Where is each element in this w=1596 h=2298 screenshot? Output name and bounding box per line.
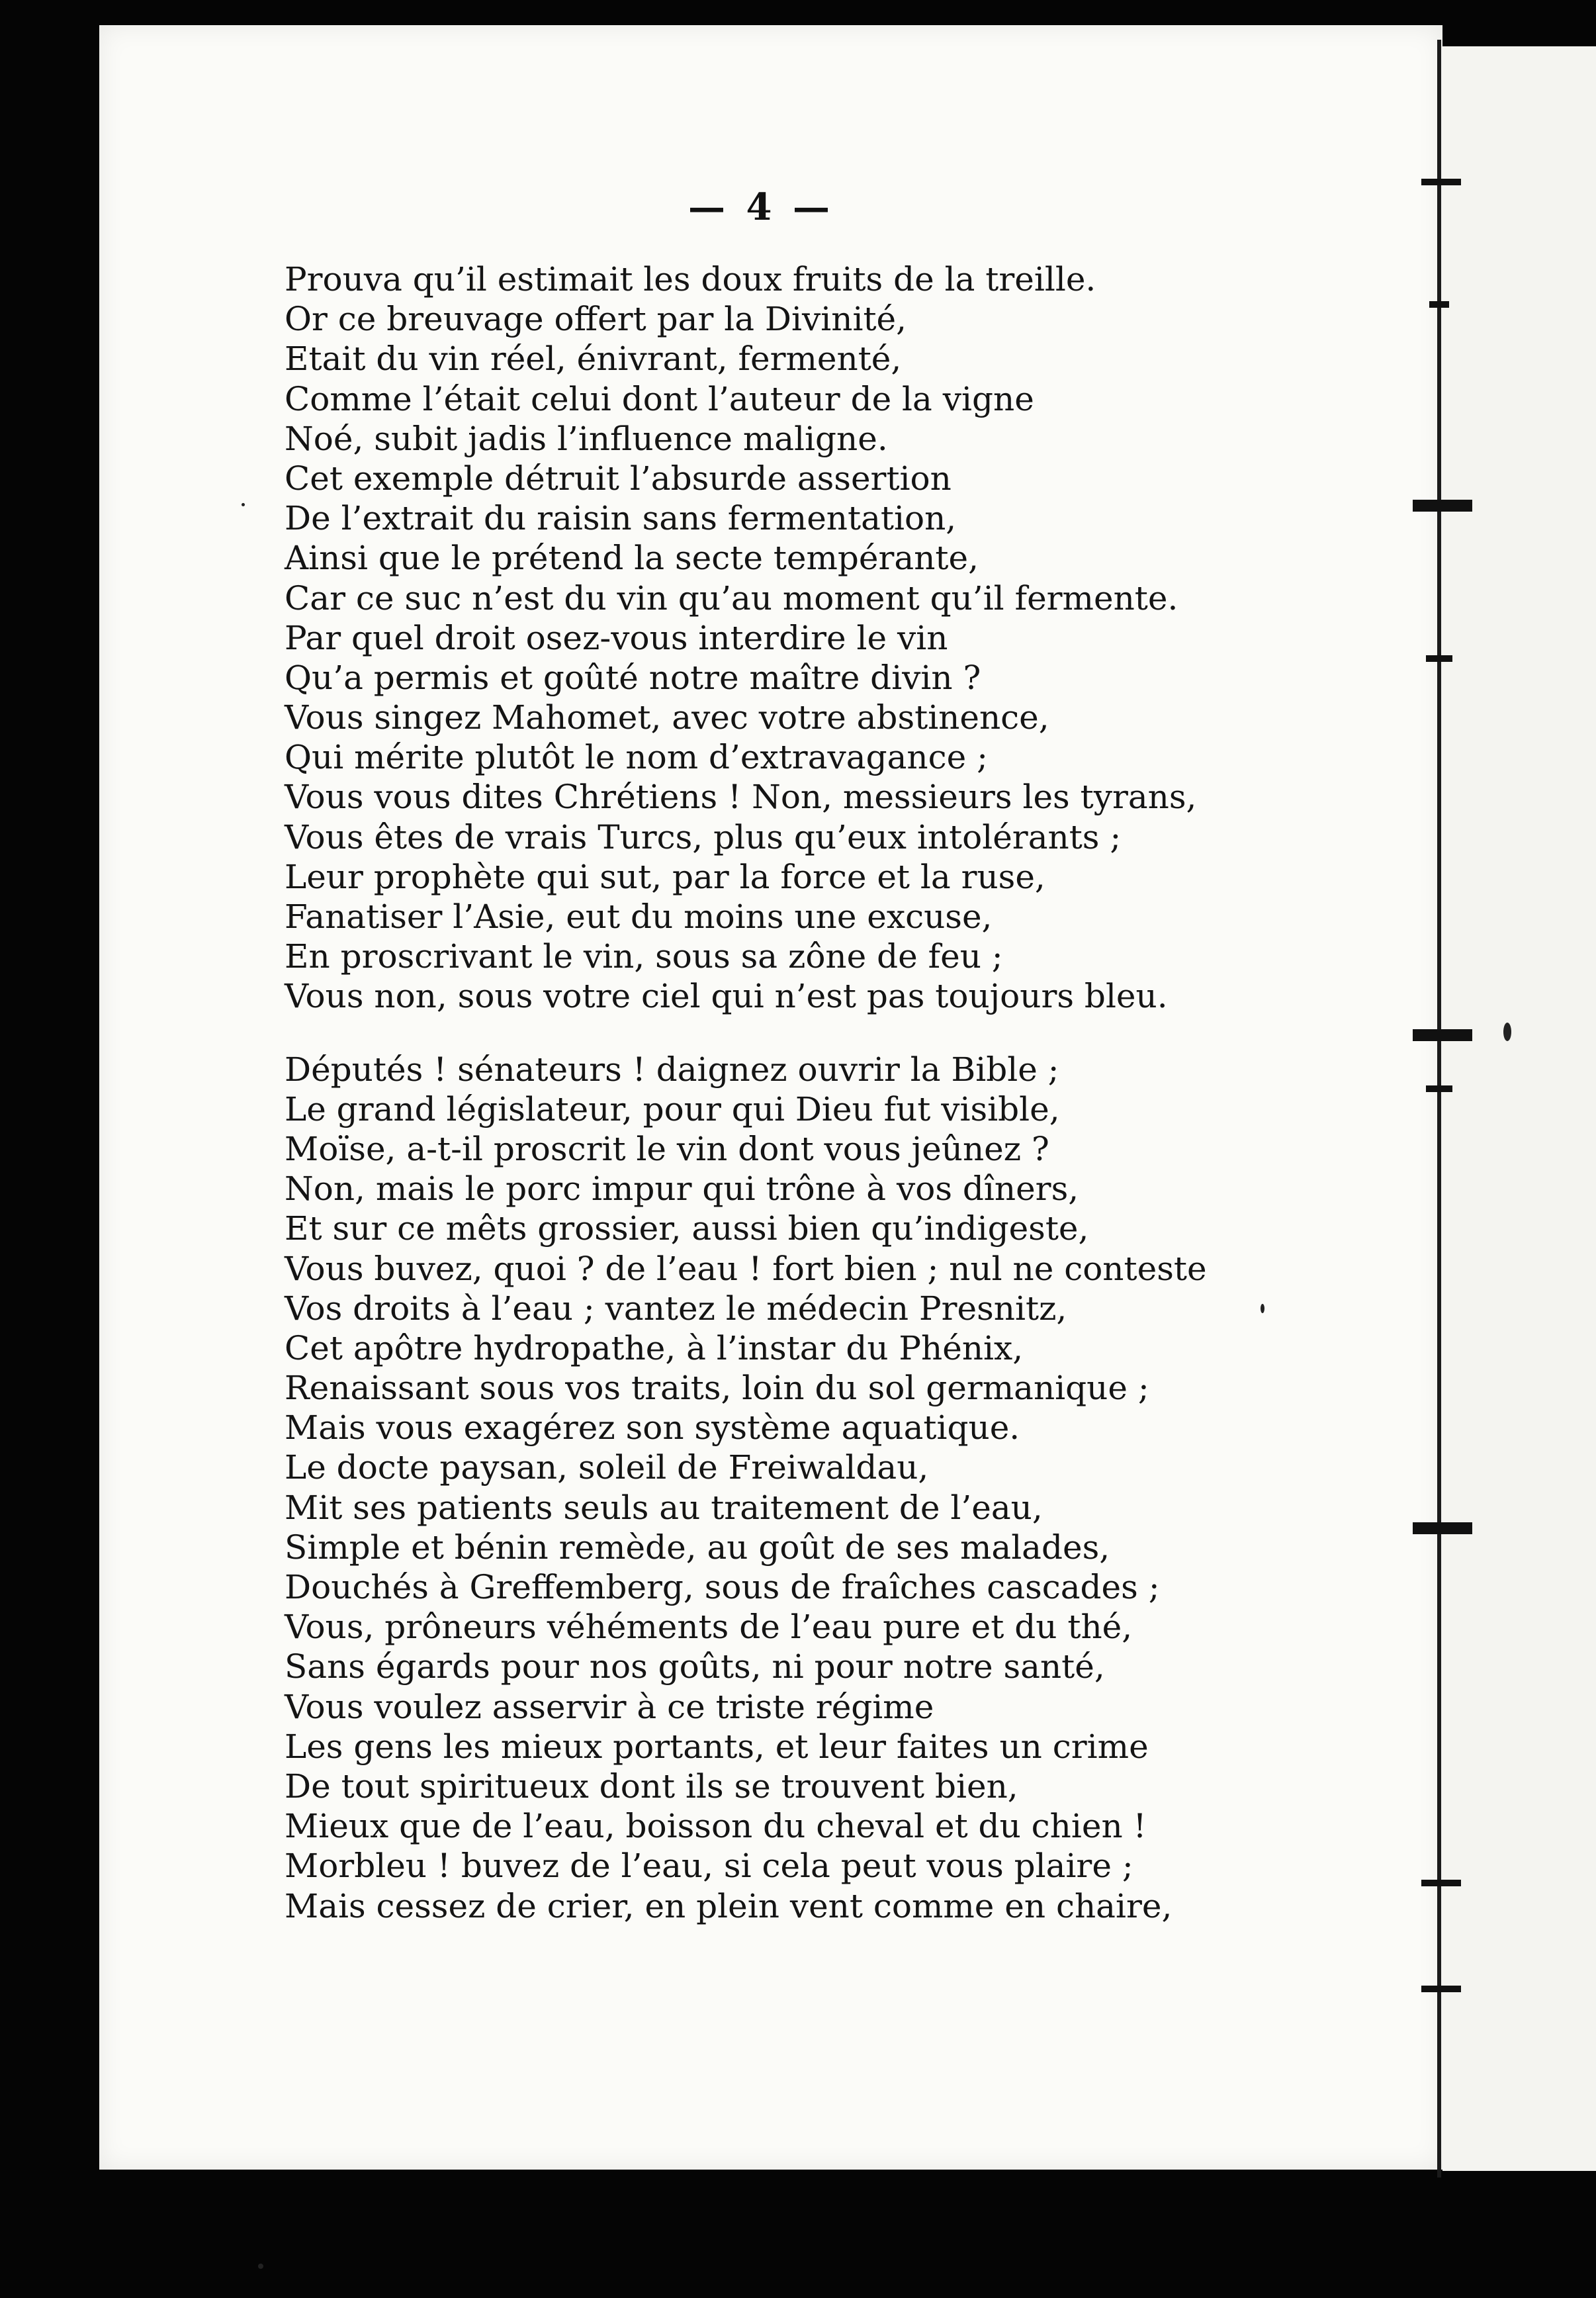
verse-line: Car ce suc n’est du vin qu’au moment qu’il fermente. [285, 578, 1178, 618]
verse-line: Vous buvez, quoi ? de l’eau ! fort bien ; nul ne conteste [285, 1249, 1207, 1288]
verse-line: Vous non, sous votre ciel qui n’est pas toujours bleu. [285, 977, 1168, 1016]
verse-line: Cet exemple détruit l’absurde assertion [285, 459, 952, 498]
verse-line: Or ce breuvage offert par la Divinité, [285, 300, 907, 339]
verse-line: Le grand législateur, pour qui Dieu fut visible, [285, 1089, 1060, 1128]
fold-mark [1421, 1986, 1461, 1992]
verse-line: De l’extrait du raisin sans fermentation, [285, 499, 957, 538]
verse-line: Cet apôtre hydropathe, à l’instar du Phénix, [285, 1328, 1024, 1367]
page-fold-line [1437, 40, 1441, 2178]
verse-line: De tout spiritueux dont ils se trouvent bien, [285, 1767, 1018, 1806]
verse-line: Vous singez Mahomet, avec votre abstinence, [285, 698, 1049, 737]
facing-page-edge [1442, 46, 1596, 2171]
poem-text [285, 259, 1436, 1926]
verse-line: Qu’a permis et goûté notre maître divin ? [285, 658, 981, 697]
verse-line: Morbleu ! buvez de l’eau, si cela peut vous plaire ; [285, 1847, 1133, 1886]
verse-line: Sans égards pour nos goûts, ni pour notre santé, [285, 1647, 1105, 1686]
verse-line: Ainsi que le prétend la secte tempérante, [285, 539, 979, 578]
ink-speck [258, 2264, 263, 2269]
verse-line: En proscrivant le vin, sous sa zône de feu ; [285, 937, 1003, 976]
verse-line: Mais cessez de crier, en plein vent comme en chaire, [285, 1886, 1173, 1925]
verse-line: Noé, subit jadis l’influence maligne. [285, 419, 888, 458]
verse-line: Vous voulez asservir à ce triste régime [285, 1687, 934, 1726]
verse-line: Mieux que de l’eau, boisson du cheval et du chien ! [285, 1807, 1147, 1846]
verse-line: Vous êtes de vrais Turcs, plus qu’eux intolérants ; [285, 817, 1122, 856]
verse-line: Mit ses patients seuls au traitement de l’eau, [285, 1488, 1043, 1527]
verse-line: Députés ! sénateurs ! daignez ouvrir la Bible ; [285, 1050, 1059, 1089]
verse-line: Vous vous dites Chrétiens ! Non, messieurs les tyrans, [285, 778, 1197, 817]
verse-line: Fanatiser l’Asie, eut du moins une excuse, [285, 897, 993, 936]
verse-line: Leur prophète qui sut, par la force et la ruse, [285, 857, 1045, 896]
ink-speck [242, 503, 245, 506]
verse-line: Douchés à Greffemberg, sous de fraîches cascades ; [285, 1568, 1160, 1606]
verse-line: Vous, prôneurs véhéments de l’eau pure et du thé, [285, 1608, 1133, 1647]
verse-line: Comme l’était celui dont l’auteur de la vigne [285, 379, 1034, 418]
verse-line: Etait du vin réel, énivrant, fermenté, [285, 340, 902, 379]
stanza-break [285, 1017, 1436, 1050]
verse-line: Et sur ce mêts grossier, aussi bien qu’indigeste, [285, 1209, 1089, 1248]
ink-speck [1503, 1023, 1511, 1041]
verse-line: Non, mais le porc impur qui trône à vos dîners, [285, 1170, 1079, 1209]
verse-line: Le docte paysan, soleil de Freiwaldau, [285, 1448, 929, 1487]
verse-line: Qui mérite plutôt le nom d’extravagance ; [285, 738, 988, 777]
verse-line: Prouva qu’il estimait les doux fruits de la treille. [285, 260, 1096, 299]
verse-line: Par quel droit osez-vous interdire le vin [285, 618, 948, 657]
verse-line: Simple et bénin remède, au goût de ses malades, [285, 1528, 1110, 1567]
verse-line: Vos droits à l’eau ; vantez le médecin Presnitz, [285, 1289, 1067, 1328]
verse-line: Les gens les mieux portants, et leur faites un crime [285, 1727, 1149, 1766]
verse-line: Renaissant sous vos traits, loin du sol germanique ; [285, 1369, 1149, 1408]
fold-mark [1421, 179, 1461, 185]
verse-line: Mais vous exagérez son système aquatique. [285, 1408, 1020, 1448]
page-number: — 4 — [688, 185, 834, 229]
verse-line: Moïse, a-t-il proscrit le vin dont vous jeûnez ? [285, 1129, 1049, 1168]
